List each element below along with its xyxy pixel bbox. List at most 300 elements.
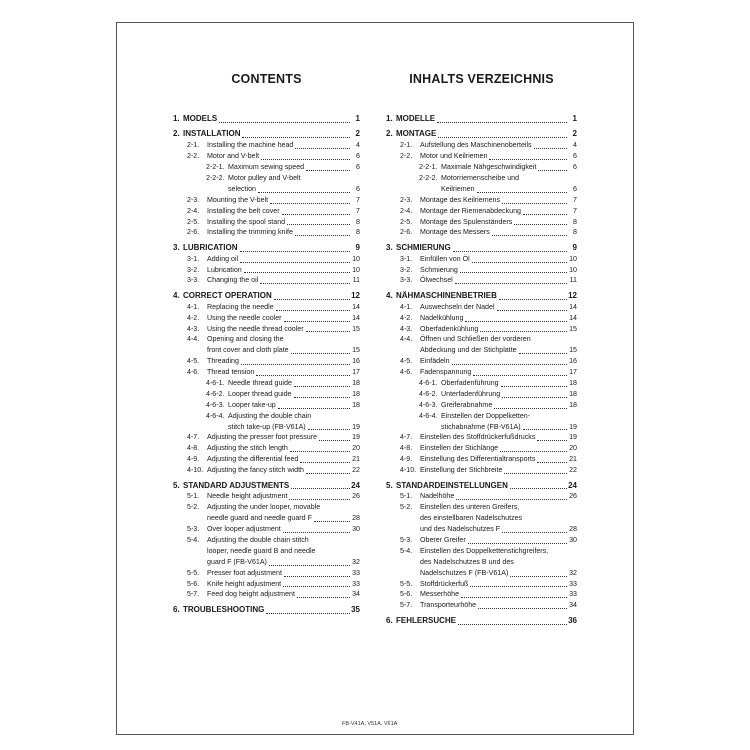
toc-leader-dots — [274, 299, 350, 300]
toc-leader-dots — [501, 386, 567, 387]
toc-leader-dots — [308, 429, 350, 430]
toc-entry-title: Maximum sewing speed — [228, 163, 305, 172]
toc-entry-page: 33 — [352, 579, 360, 588]
toc-entry-page: 30 — [569, 535, 577, 544]
toc-leader-dots — [489, 159, 567, 160]
toc-entry-page: 15 — [352, 346, 360, 355]
toc-entry-page: 14 — [569, 302, 577, 311]
toc-entry-title: Nadelschutzes F (FB-V61A) — [420, 568, 509, 577]
toc-entry-page: 21 — [569, 455, 577, 464]
toc-entry-title: Over looper adjustment — [207, 525, 281, 534]
toc-entry-number: 2-1. — [400, 141, 413, 150]
toc-entry-title: SCHMIERUNG — [396, 242, 451, 252]
toc-entry-number: 5-3. — [187, 525, 200, 534]
toc-leader-dots — [289, 499, 350, 500]
toc-entry — [173, 254, 360, 265]
toc-entry-page: 7 — [573, 195, 577, 204]
toc-entry-number: 5-5. — [187, 568, 200, 577]
toc-leader-dots — [256, 375, 350, 376]
toc-entry-title: Motor and V-belt — [207, 152, 260, 161]
toc-entry-title: MODELLE — [396, 114, 436, 123]
toc-entry — [173, 140, 360, 151]
toc-leader-dots — [294, 386, 350, 387]
toc-entry-page: 6 — [573, 163, 577, 172]
toc-entry-number: 5-2. — [400, 503, 413, 512]
toc-entry — [173, 400, 360, 411]
toc-entry — [386, 217, 577, 228]
toc-entry-number: 2-2-1. — [419, 163, 438, 172]
toc-entry-number: 2-2-2. — [419, 173, 438, 182]
toc-entry — [386, 616, 577, 627]
toc-entry-title: Abdeckung und der Stichplatte — [420, 346, 517, 355]
toc-entry-page: 18 — [569, 389, 577, 398]
toc-entry-title: Einstellen des Doppelkettenstichgreifers, — [420, 546, 549, 555]
toc-leader-dots — [284, 576, 350, 577]
toc-entry-page: 34 — [569, 601, 577, 610]
toc-leader-dots — [452, 364, 567, 365]
toc-entry-number: 2-4. — [400, 206, 413, 215]
toc-entry-page: 10 — [569, 254, 577, 263]
toc-entry-title: Montage des Messers — [420, 228, 490, 237]
toc-entry-title: Using the needle thread cooler — [207, 324, 304, 333]
toc-entry-page: 28 — [569, 525, 577, 534]
toc-leader-dots — [537, 462, 567, 463]
toc-leader-dots — [260, 283, 350, 284]
toc-entry-title: Einstellen des unteren Greifers, — [420, 503, 520, 512]
toc-entry-number: 6. — [173, 604, 180, 614]
toc-entry-page: 22 — [569, 466, 577, 475]
toc-entry-title: Oberer Greifer — [420, 535, 466, 544]
toc-entry-title: Thread tension — [207, 368, 255, 377]
toc-entry-title: MONTAGE — [396, 129, 437, 139]
toc-entry-title: Looper take-up — [228, 400, 276, 409]
toc-leader-dots — [306, 170, 350, 171]
toc-entry-title: Using the needle cooler — [207, 313, 282, 322]
toc-entry-number: 4-3. — [400, 324, 413, 333]
toc-entry-number: 4-9. — [187, 455, 200, 464]
toc-entry — [173, 345, 360, 356]
toc-leader-dots — [240, 262, 350, 263]
toc-entry-page: 10 — [569, 265, 577, 274]
toc-entry-page: 24 — [568, 480, 577, 490]
toc-entry-title: Transporteurhöhe — [420, 601, 477, 610]
toc-entry-number: 5-4. — [400, 546, 413, 555]
toc-leader-dots — [477, 192, 567, 193]
toc-entry-number: 4-1. — [187, 302, 200, 311]
toc-entry-title: Fadenspannung — [420, 368, 472, 377]
toc-entry-number: 5-6. — [187, 579, 200, 588]
toc-leader-dots — [523, 429, 567, 430]
toc-entry-title: Stoffdrückerfuß — [420, 579, 469, 588]
toc-entry-title: needle guard and needle guard F — [207, 514, 312, 523]
toc-entry-page: 18 — [569, 378, 577, 387]
toc-entry-number: 4-6-1. — [419, 378, 438, 387]
toc-entry-page: 6 — [356, 152, 360, 161]
toc-entry-page: 14 — [352, 313, 360, 322]
toc-entry-title: Ölwechsel — [420, 276, 453, 285]
toc-entry-number: 2-2-1. — [206, 163, 225, 172]
toc-entry-number: 4-9. — [400, 455, 413, 464]
toc-leader-dots — [494, 408, 567, 409]
toc-entry — [386, 535, 577, 546]
toc-entry-page: 19 — [352, 433, 360, 442]
toc-entry-number: 5-1. — [400, 492, 413, 501]
toc-entry-page: 2 — [572, 129, 577, 139]
toc-leader-dots — [456, 499, 567, 500]
toc-entry-page: 15 — [569, 324, 577, 333]
toc-entry-title: und des Nadelschutzes F — [420, 525, 501, 534]
toc-entry-number: 5. — [173, 480, 180, 490]
toc-leader-dots — [497, 310, 567, 311]
toc-entry — [386, 243, 577, 254]
toc-entry-number: 4-6. — [400, 368, 413, 377]
toc-entry-page: 14 — [352, 302, 360, 311]
toc-entry-title: Threading — [207, 357, 239, 366]
toc-entry — [173, 605, 360, 616]
toc-entry-page: 11 — [569, 276, 577, 285]
contents-list — [173, 114, 360, 616]
toc-entry — [173, 502, 360, 513]
toc-entry-page: 12 — [351, 290, 360, 300]
toc-entry-title: des Nadelschutzes B und des — [420, 557, 514, 566]
toc-leader-dots — [537, 440, 567, 441]
toc-leader-dots — [510, 576, 567, 577]
toc-entry-title: Mounting the V-belt — [207, 195, 269, 204]
toc-entry-number: 4-6-2. — [206, 389, 225, 398]
toc-entry — [173, 443, 360, 454]
toc-entry — [386, 140, 577, 151]
toc-leader-dots — [502, 532, 567, 533]
toc-entry — [173, 546, 360, 557]
toc-leader-dots — [458, 624, 567, 625]
toc-leader-dots — [534, 148, 567, 149]
toc-leader-dots — [468, 543, 567, 544]
toc-entry-title: FEHLERSUCHE — [396, 615, 457, 625]
toc-entry — [386, 313, 577, 324]
toc-entry-page: 16 — [352, 357, 360, 366]
toc-leader-dots — [290, 451, 350, 452]
toc-entry-page: 33 — [569, 579, 577, 588]
toc-entry-number: 4-8. — [400, 444, 413, 453]
toc-entry-number: 1. — [173, 114, 180, 123]
toc-entry — [386, 195, 577, 206]
toc-entry-page: 19 — [352, 422, 360, 431]
toc-entry — [386, 356, 577, 367]
toc-entry-number: 4-7. — [187, 433, 200, 442]
toc-leader-dots — [283, 586, 350, 587]
toc-entry — [386, 184, 577, 195]
toc-entry — [173, 465, 360, 476]
toc-leader-dots — [306, 473, 350, 474]
toc-entry-page: 18 — [352, 378, 360, 387]
toc-entry — [173, 313, 360, 324]
toc-entry-number: 3-3. — [400, 276, 413, 285]
toc-leader-dots — [278, 408, 350, 409]
toc-leader-dots — [473, 375, 567, 376]
toc-entry-number: 3. — [173, 242, 180, 252]
toc-entry — [386, 422, 577, 433]
toc-entry — [386, 557, 577, 568]
toc-entry-title: Einstellen der Stichlänge — [420, 444, 499, 453]
toc-entry-title: INSTALLATION — [183, 129, 241, 139]
toc-entry-title: Oberfadenführung — [441, 378, 499, 387]
toc-entry-number: 2. — [386, 129, 393, 139]
toc-entry-page: 22 — [352, 466, 360, 475]
toc-entry-page: 7 — [573, 206, 577, 215]
toc-entry-title: Greiferabnahme — [441, 400, 493, 409]
toc-entry-page: 6 — [573, 184, 577, 193]
toc-entry-page: 4 — [573, 141, 577, 150]
toc-entry — [173, 432, 360, 443]
toc-entry — [386, 265, 577, 276]
toc-entry-page: 36 — [568, 615, 577, 625]
toc-entry — [173, 557, 360, 568]
toc-entry-page: 26 — [352, 492, 360, 501]
toc-entry-page: 16 — [569, 357, 577, 366]
toc-entry-title: Einstellung der Stichbreite — [420, 466, 503, 475]
toc-entry-number: 5-3. — [400, 535, 413, 544]
toc-entry — [386, 443, 577, 454]
toc-leader-dots — [453, 251, 567, 252]
toc-entry-number: 2-1. — [187, 141, 200, 150]
toc-entry-page: 8 — [356, 228, 360, 237]
toc-entry-page: 34 — [352, 590, 360, 599]
toc-entry-number: 4-6-2. — [419, 389, 438, 398]
inhalts-list — [386, 114, 577, 627]
toc-entry-number: 3-2. — [400, 265, 413, 274]
toc-entry-title: looper, needle guard B and needle — [207, 546, 316, 555]
toc-entry-page: 18 — [352, 389, 360, 398]
toc-leader-dots — [460, 272, 567, 273]
toc-entry — [386, 162, 577, 173]
toc-entry-number: 1. — [386, 114, 393, 123]
toc-entry-title: Needle height adjustment — [207, 492, 288, 501]
toc-entry-number: 2-5. — [187, 217, 200, 226]
toc-entry-title: front cover and cloth plate — [207, 346, 289, 355]
toc-entry — [386, 454, 577, 465]
toc-entry — [386, 546, 577, 557]
toc-entry-title: Unterfadenführung — [441, 389, 501, 398]
toc-leader-dots — [297, 597, 350, 598]
toc-entry-title: Montage der Riemenabdeckung — [420, 206, 521, 215]
toc-entry — [173, 243, 360, 254]
toc-entry-title: MODELS — [183, 114, 218, 123]
toc-entry-title: Looper thread guide — [228, 389, 292, 398]
toc-entry-number: 4-2. — [187, 313, 200, 322]
toc-leader-dots — [242, 137, 350, 138]
toc-entry — [386, 513, 577, 524]
toc-entry-page: 6 — [356, 163, 360, 172]
toc-entry-title: Messerhöhe — [420, 590, 460, 599]
toc-entry — [386, 129, 577, 140]
toc-entry-page: 17 — [569, 368, 577, 377]
toc-entry — [173, 227, 360, 238]
toc-entry-page: 24 — [351, 480, 360, 490]
toc-entry-title: Opening and closing the — [207, 335, 284, 344]
toc-leader-dots — [295, 235, 350, 236]
toc-entry-number: 5-6. — [400, 590, 413, 599]
toc-entry-title: Feed dog height adjustment — [207, 590, 295, 599]
toc-entry — [386, 491, 577, 502]
toc-entry-number: 4-10. — [187, 466, 204, 475]
toc-entry-page: 8 — [573, 228, 577, 237]
toc-leader-dots — [270, 203, 350, 204]
toc-entry-page: 30 — [352, 525, 360, 534]
toc-entry-number: 5-2. — [187, 503, 200, 512]
toc-entry-page: 8 — [356, 217, 360, 226]
toc-entry-title: guard F (FB-V61A) — [207, 557, 267, 566]
toc-leader-dots — [500, 451, 567, 452]
toc-entry — [173, 217, 360, 228]
toc-leader-dots — [499, 299, 567, 300]
toc-entry-title: Nadelkühlung — [420, 313, 464, 322]
toc-entry — [386, 227, 577, 238]
toc-entry-number: 3-3. — [187, 276, 200, 285]
toc-leader-dots — [504, 473, 567, 474]
toc-leader-dots — [266, 613, 350, 614]
toc-entry-page: 11 — [352, 276, 360, 285]
footer-model-text: FB-V41A, V51A, V61A — [342, 721, 398, 727]
toc-entry — [173, 162, 360, 173]
toc-leader-dots — [538, 170, 567, 171]
toc-entry — [173, 184, 360, 195]
toc-entry — [386, 345, 577, 356]
toc-entry-page: 7 — [356, 206, 360, 215]
toc-entry-title: Lubrication — [207, 265, 242, 274]
toc-entry-title: TROUBLESHOOTING — [183, 604, 265, 614]
toc-entry-number: 5-7. — [400, 601, 413, 610]
toc-entry-page: 18 — [569, 400, 577, 409]
toc-leader-dots — [502, 397, 567, 398]
toc-leader-dots — [480, 331, 567, 332]
toc-entry — [386, 275, 577, 286]
toc-leader-dots — [472, 262, 567, 263]
toc-entry-number: 4-5. — [400, 357, 413, 366]
toc-entry-page: 14 — [569, 313, 577, 322]
toc-leader-dots — [438, 137, 567, 138]
toc-entry-title: Adjusting the fancy stitch width — [207, 466, 304, 475]
toc-entry-page: 4 — [356, 141, 360, 150]
toc-entry-page: 12 — [568, 290, 577, 300]
toc-leader-dots — [291, 488, 350, 489]
toc-entry-number: 4-8. — [187, 444, 200, 453]
toc-leader-dots — [465, 321, 567, 322]
toc-entry-number: 4-6-3. — [419, 400, 438, 409]
toc-entry-page: 33 — [352, 568, 360, 577]
toc-entry — [173, 275, 360, 286]
toc-leader-dots — [284, 321, 350, 322]
toc-entry-page: 7 — [356, 195, 360, 204]
toc-entry-number: 2-6. — [187, 228, 200, 237]
toc-entry-title: Motorriemenscheibe und — [441, 173, 520, 182]
toc-entry — [386, 367, 577, 378]
toc-entry-number: 4-6-3. — [206, 400, 225, 409]
toc-entry-title: Einfädeln — [420, 357, 450, 366]
toc-entry-title: Changing the oil — [207, 276, 259, 285]
toc-leader-dots — [461, 597, 567, 598]
toc-entry — [386, 173, 577, 184]
toc-entry-page: 28 — [352, 514, 360, 523]
toc-entry — [173, 579, 360, 590]
toc-entry — [173, 589, 360, 600]
toc-entry — [173, 513, 360, 524]
toc-entry-page: 26 — [569, 492, 577, 501]
toc-entry — [173, 195, 360, 206]
toc-entry — [173, 334, 360, 345]
toc-entry — [386, 600, 577, 611]
toc-entry — [386, 114, 577, 125]
toc-leader-dots — [314, 521, 350, 522]
toc-leader-dots — [300, 462, 350, 463]
toc-entry-page: 15 — [352, 324, 360, 333]
toc-entry-page: 15 — [569, 346, 577, 355]
toc-leader-dots — [287, 224, 350, 225]
toc-entry-title: Installing the machine head — [207, 141, 294, 150]
toc-entry-title: Knife height adjustment — [207, 579, 282, 588]
toc-leader-dots — [519, 353, 567, 354]
toc-entry-title: des einstellbaren Nadelschutzes — [420, 514, 523, 523]
toc-entry-page: 2 — [355, 129, 360, 139]
toc-entry-title: Adjusting the double chain stitch — [207, 535, 309, 544]
toc-leader-dots — [455, 283, 567, 284]
toc-leader-dots — [240, 251, 350, 252]
toc-entry-page: 9 — [355, 242, 360, 252]
toc-entry-title: Montage des Keilriemens — [420, 195, 501, 204]
toc-entry — [173, 173, 360, 184]
toc-entry-number: 4-6-1. — [206, 378, 225, 387]
toc-entry — [386, 254, 577, 265]
toc-entry-number: 5-7. — [187, 590, 200, 599]
toc-entry-page: 10 — [352, 265, 360, 274]
toc-leader-dots — [219, 122, 350, 123]
toc-entry-title: Adjusting the differential feed — [207, 455, 299, 464]
toc-entry — [173, 378, 360, 389]
toc-entry — [173, 265, 360, 276]
toc-entry — [386, 502, 577, 513]
toc-entry-title: Adding oil — [207, 254, 239, 263]
toc-entry-title: selection — [228, 184, 256, 193]
toc-entry — [173, 411, 360, 422]
toc-entry-page: 6 — [356, 184, 360, 193]
toc-entry — [386, 389, 577, 400]
toc-entry-number: 5-4. — [187, 535, 200, 544]
toc-leader-dots — [283, 532, 350, 533]
toc-entry-title: Adjusting the under looper, movable — [207, 503, 321, 512]
toc-entry-number: 3. — [386, 242, 393, 252]
toc-leader-dots — [244, 272, 350, 273]
toc-leader-dots — [269, 565, 350, 566]
toc-entry-title: Einfüllen von Öl — [420, 254, 470, 263]
toc-entry-title: Presser foot adjustment — [207, 568, 282, 577]
toc-entry-page: 1 — [572, 114, 577, 123]
toc-entry-title: Aufstellung des Maschinenoberteils — [420, 141, 532, 150]
toc-entry — [386, 291, 577, 302]
toc-entry — [386, 579, 577, 590]
toc-leader-dots — [523, 214, 567, 215]
toc-entry-page: 9 — [572, 242, 577, 252]
toc-leader-dots — [291, 353, 350, 354]
toc-leader-dots — [295, 148, 350, 149]
toc-leader-dots — [514, 224, 567, 225]
toc-entry-number: 4-6-4. — [206, 411, 225, 420]
toc-entry-title: Montage des Spulenständers — [420, 217, 513, 226]
toc-entry — [173, 491, 360, 502]
toc-entry-page: 19 — [569, 433, 577, 442]
toc-leader-dots — [294, 397, 350, 398]
toc-entry — [386, 589, 577, 600]
toc-entry-title: stitch take-up (FB-V61A) — [228, 422, 306, 431]
toc-entry — [386, 378, 577, 389]
